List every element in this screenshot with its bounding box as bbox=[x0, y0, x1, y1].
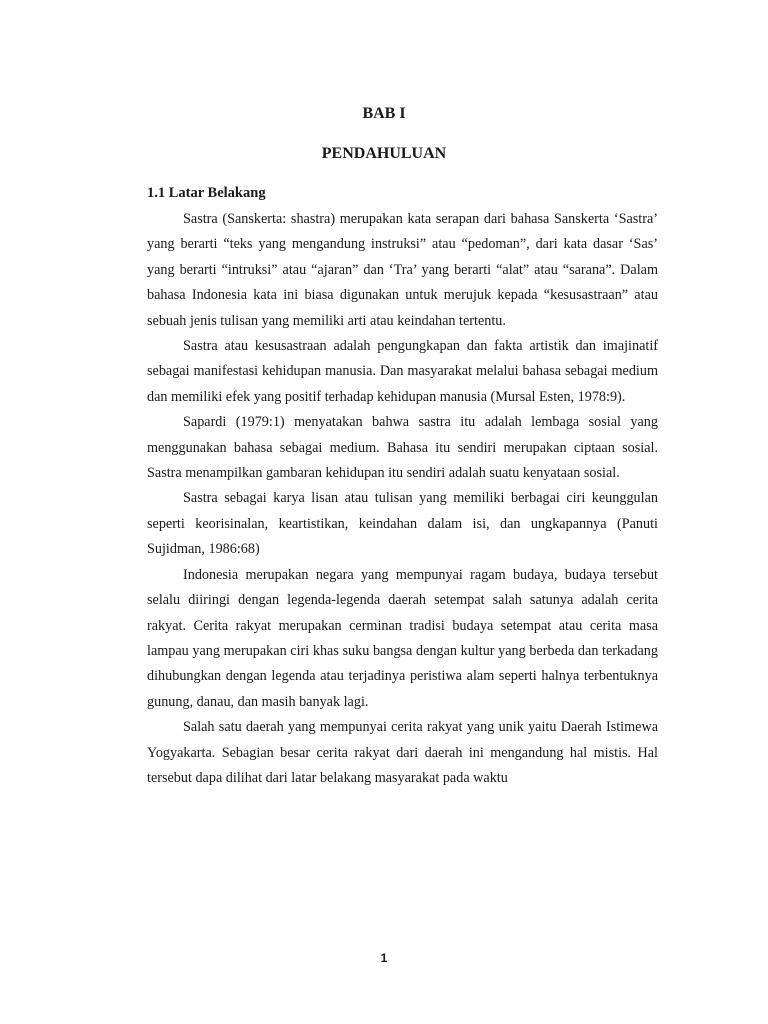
chapter-title: PENDAHULUAN bbox=[321, 145, 447, 162]
paragraph: Sastra sebagai karya lisan atau tulisan yang memiliki berbagai ciri keunggulan seperti keorisinalan, keartistikan, keindahan dalam isi, dan ungkapannya (Panuti Sujidman, 1986:68) bbox=[147, 490, 658, 558]
paragraph: Salah satu daerah yang mempunyai cerita rakyat yang unik yaitu Daerah Istimewa Yogyakarta. Sebagian besar cerita rakyat dari daerah ini mengandung hal mistis. Hal tersebut dapa dilihat dari latar belakang masyarakat pada waktu bbox=[147, 719, 658, 786]
paragraph: Indonesia merupakan negara yang mempunyai ragam budaya, budaya tersebut selalu diiringi dengan legenda-legenda daerah setempat salah satunya adalah cerita rakyat. Cerita rakyat merupakan cerminan tradisi budaya setempat atau cerita masa lampau yang merupakan ciri khas suku bangsa dengan kultur yang berbeda dan terkadang dihubungkan dengan legenda atau terjadinya peristiwa alam seperti halnya terbentuknya gunung, danau, dan masih banyak lagi. bbox=[147, 566, 658, 710]
chapter-number: BAB I bbox=[362, 105, 406, 122]
page-number: 1 bbox=[380, 951, 388, 965]
paragraph: Sastra atau kesusastraan adalah pengungkapan dan fakta artistik dan imajinatif sebagai manifestasi kehidupan manusia. Dan masyarakat melalui bahasa sebagai medium dan memiliki efek yang positif terhadap kehidupan manusia (Mursal Esten, 1978:9). bbox=[147, 338, 658, 405]
paragraph: Sapardi (1979:1) menyatakan bahwa sastra itu adalah lembaga sosial yang menggunakan bahasa sebagai medium. Bahasa itu sendiri merupakan ciptaan sosial. Sastra menampilkan gambaran kehidupan itu sendiri adalah suatu kenyataan sosial. bbox=[147, 414, 658, 482]
body-text bbox=[147, 207, 658, 791]
paragraph: Sastra (Sanskerta: shastra) merupakan kata serapan dari bahasa Sanskerta ‘Sastra’ yang berarti “teks yang mengandung instruksi” atau “pedoman”, dari kata dasar ‘Sas’ yang berarti “intruksi” atau “ajaran” dan ‘Tra’ yang berarti “alat” atau “sarana”. Dalam bahasa Indonesia kata ini biasa digunakan untuk merujuk kepada “kesusastraan” atau sebuah jenis tulisan yang memiliki arti atau keindahan tertentu. bbox=[147, 211, 658, 329]
section-heading: 1.1 Latar Belakang bbox=[147, 185, 266, 201]
